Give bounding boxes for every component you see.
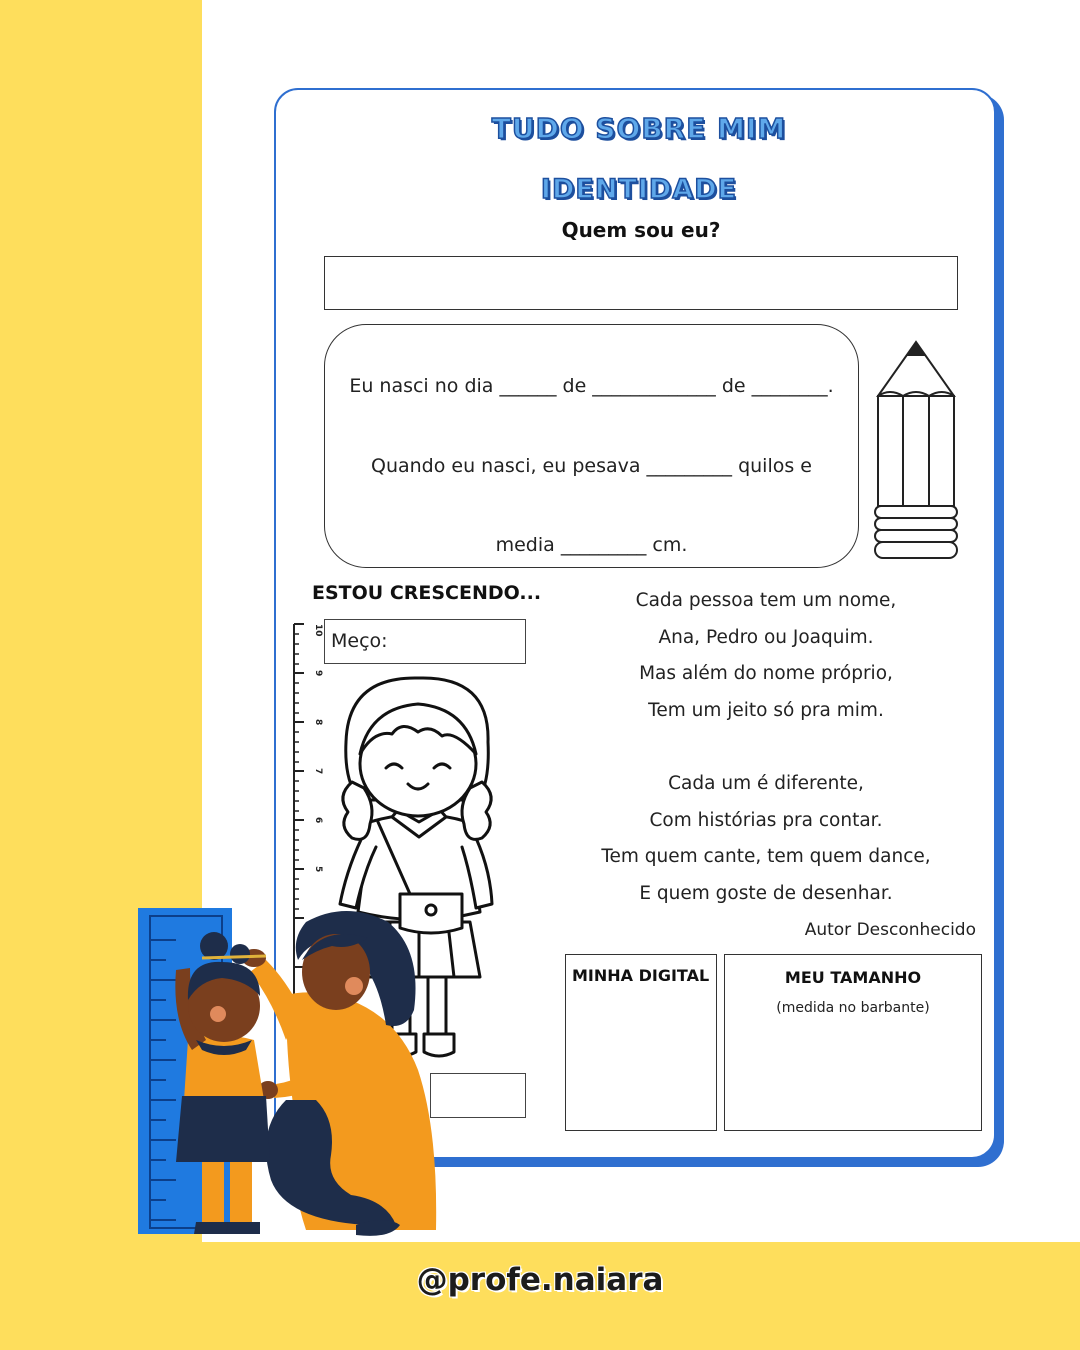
pencil-icon [872,338,962,564]
poem-line-8: E quem goste de desenhar. [639,883,893,904]
fingerprint-box-title: MINHA DIGITAL [572,966,710,985]
birth-line-weight: Quando eu nasci, eu pesava _________ quilos e [370,455,812,477]
name-answer-box [324,256,958,310]
section-title: IDENTIDADE [540,174,738,205]
ruler-tick-6: 6 [313,817,323,824]
poem-line-5: Cada um é diferente, [668,773,864,794]
poem-line-3: Mas além do nome próprio, [639,663,893,684]
measure-label: Meço: [331,630,388,652]
size-box-title: MEU TAMANHO [784,968,922,987]
poem-line-2: Ana, Pedro ou Joaquim. [658,627,874,648]
teacher-child-illustration [136,900,446,1245]
size-box-subtitle: (medida no barbante) [776,1000,930,1016]
worksheet-title: TUDO SOBRE MIM [491,112,787,145]
birth-info-box [324,324,859,568]
ruler-tick-10: 10 [313,624,323,637]
footer-handle: @profe.naiara [416,1262,664,1298]
ruler-tick-9: 9 [313,670,323,677]
birth-line-length: media _________ cm. [495,534,688,556]
birth-line-date: Eu nasci no dia ______ de _____________ de ________. [349,375,834,397]
poem-line-7: Tem quem cante, tem quem dance, [601,846,931,867]
ruler-tick-7: 7 [313,768,323,775]
question-heading: Quem sou eu? [561,218,721,242]
poem-line-1: Cada pessoa tem um nome, [635,590,897,611]
ruler-tick-8: 8 [313,719,323,726]
measure-box [324,619,526,664]
poem-line-4: Tem um jeito só pra mim. [648,700,884,721]
poem-author: Autor Desconhecido [804,920,976,940]
poem-line-6: Com histórias pra contar. [649,810,883,831]
ruler-tick-5: 5 [313,866,323,873]
growing-label: ESTOU CRESCENDO... [312,582,542,604]
